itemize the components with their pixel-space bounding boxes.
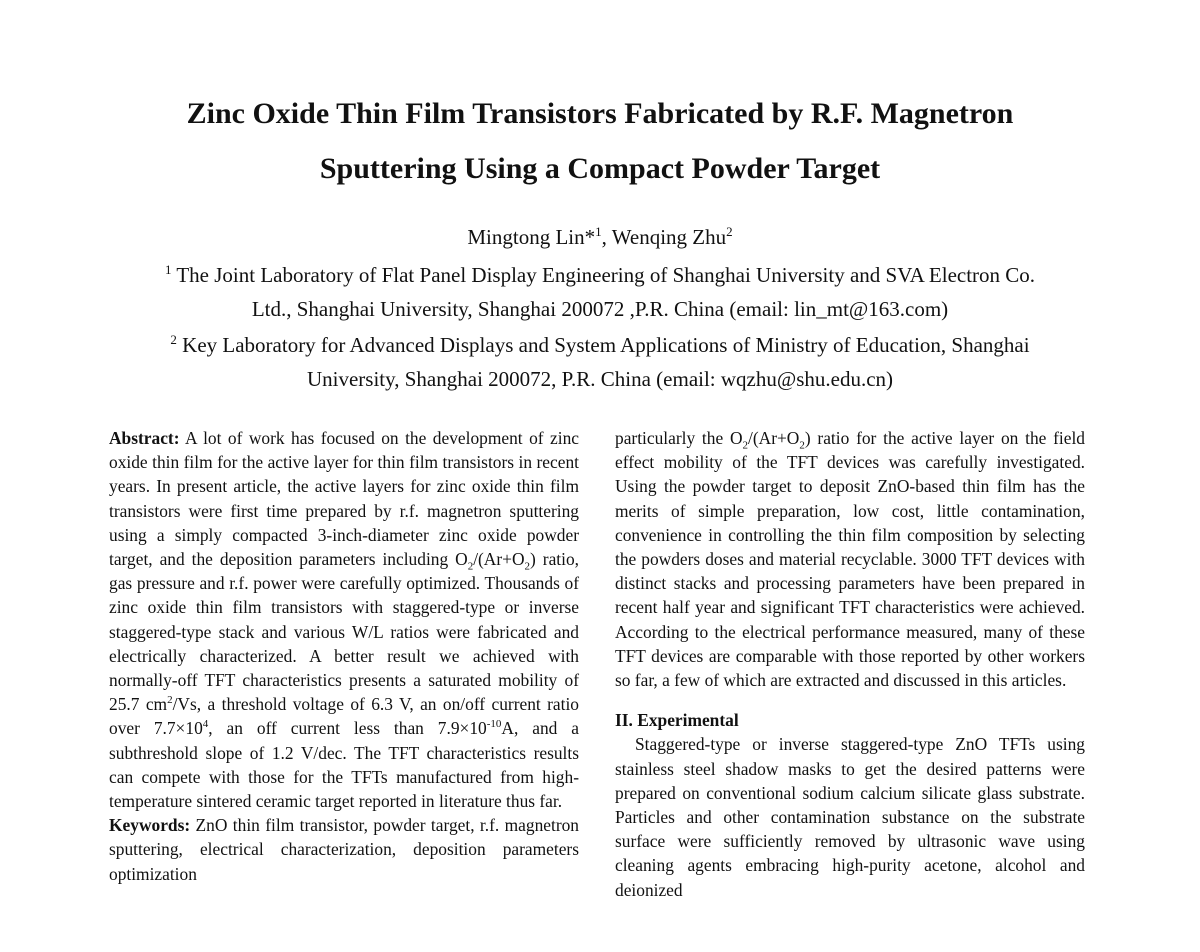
affiliation-2-line-1: Key Laboratory for Advanced Displays and System Applications of Ministry of Education, Shanghai <box>182 333 1030 357</box>
author-1-affil-mark: 1 <box>595 224 602 239</box>
affiliation-1-mark: 1 <box>164 262 172 277</box>
affiliation-1 <box>120 258 1080 326</box>
abstract-text-2: /(Ar+O <box>473 549 525 570</box>
intro-sub-1: 2 <box>742 439 749 452</box>
author-2: Wenqing Zhu <box>611 225 727 249</box>
author-1: Mingtong Lin* <box>467 225 596 249</box>
abstract-text-4: /Vs, a threshold voltage of 6.3 V, an on/off current ratio over 7.7×10 <box>109 694 580 739</box>
intro-text-2: /(Ar+O <box>748 428 800 448</box>
abstract-sub-1: 2 <box>467 560 474 573</box>
experimental-paragraph: Staggered-type or inverse staggered-type ZnO TFTs using stainless steel shadow masks to get the desired patterns were prepared on conventional sodium calcium silicate glass substrate. Particles and other contamination substance on the substrate surface were sufficiently removed by ultrasonic wave using cleaning agents embracing high-purity acetone, alcohol and deionized <box>615 734 1085 900</box>
keywords-label: Keywords: <box>109 815 191 836</box>
abstract-label: Abstract: <box>109 428 180 448</box>
right-column <box>615 426 1085 902</box>
intro-sub-2: 2 <box>799 439 805 452</box>
affiliation-2-mark: 2 <box>170 332 177 347</box>
affiliation-2-line-2: University, Shanghai 200072, P.R. China (email: wqzhu@shu.edu.cn) <box>306 367 894 391</box>
abstract-text-3: ) ratio, gas pressure and r.f. power were carefully optimized. Thousands of zinc oxide thin film transistors with staggered-type or inverse staggered-type stack and various W/L ratios were fabricated and electrically characterized. A better result we achieved with normally-off TFT characteristics presents a saturated mobility of 25.7 cm <box>109 549 579 715</box>
abstract-text-6: A, and a subthreshold slope of 1.2 V/dec. The TFT characteristics results can compete with those for the TFTs manufactured from high-temperature sintered ceramic target reported in literature thus far. <box>109 718 579 812</box>
author-separator: , <box>601 225 612 249</box>
abstract-sup-exp-neg10: -10 <box>486 718 502 731</box>
affiliation-1-line-2: Ltd., Shanghai University, Shanghai 200072 ,P.R. China (email: lin_mt@163.com) <box>251 297 949 321</box>
left-column <box>109 426 579 886</box>
affiliation-2 <box>120 328 1080 396</box>
section-heading-experimental: II. Experimental <box>615 710 739 731</box>
abstract-paragraph <box>109 426 579 886</box>
intro-paragraph <box>615 426 1085 692</box>
abstract-sub-2: 2 <box>524 560 531 573</box>
intro-text-3: ) ratio for the active layer on the field effect mobility of the TFT devices was carefully investigated. Using the powder target to deposit ZnO-based thin film has the merits of simple preparation, low cost, little contamination, convenience in controlling the thin film composition by selecting the powders doses and material recyclable. 3000 TFT devices with distinct stacks and processing parameters have been prepared in recent half year and significant TFT characteristics were achieved. According to the electrical performance measured, many of these TFT devices are comparable with those reported by other workers so far, a few of which are extracted and discussed in this articles. <box>615 428 1086 691</box>
abstract-sup-exp4: 4 <box>202 718 209 731</box>
title-line-2: Sputtering Using a Compact Powder Target <box>319 152 881 185</box>
affiliation-1-line-1: The Joint Laboratory of Flat Panel Display Engineering of Shanghai University and SVA Electron Co. <box>176 263 1036 287</box>
abstract-text-1: A lot of work has focused on the development of zinc oxide thin film for the active layer for thin film transistors in recent years. In present article, the active layers for zinc oxide thin film transistors were first time prepared by r.f. magnetron sputtering using a simply compacted 3-inch-diameter zinc oxide powder target, and the deposition parameters including O <box>109 428 579 570</box>
author-list <box>0 222 1200 252</box>
keywords-text: ZnO thin film transistor, powder target, r.f. magnetron sputtering, electrical characterization, deposition parameters optimization <box>109 815 579 884</box>
author-2-affil-mark: 2 <box>726 224 733 239</box>
title-line-1: Zinc Oxide Thin Film Transistors Fabricated by R.F. Magnetron <box>186 97 1014 130</box>
intro-text-1: particularly the O <box>615 428 743 448</box>
abstract-text-5: , an off current less than 7.9×10 <box>208 718 487 739</box>
paper-title <box>80 86 1120 196</box>
abstract-sup-cm2: 2 <box>167 694 173 707</box>
